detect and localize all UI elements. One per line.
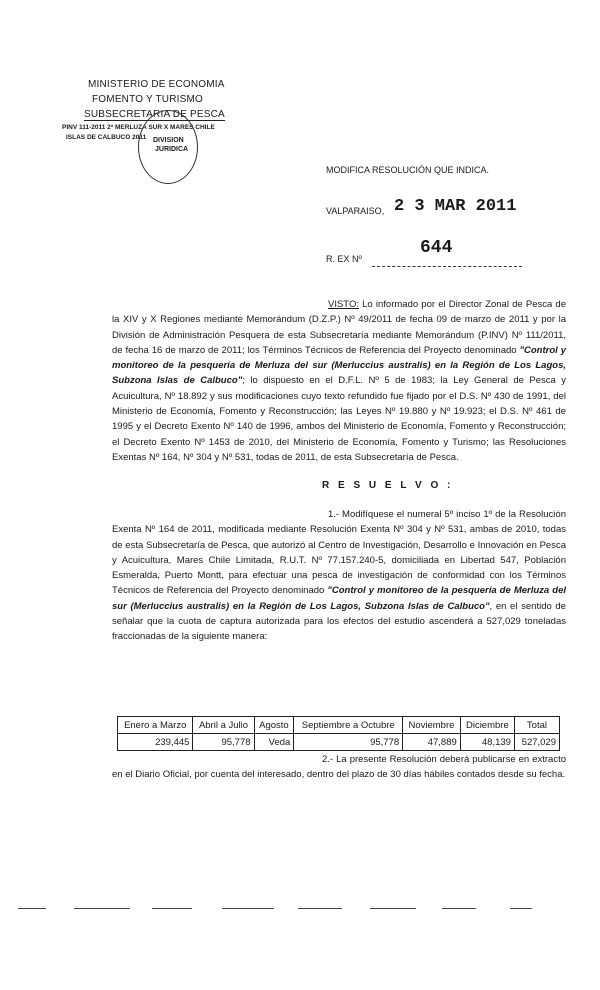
visto-text-2: ; lo dispuesto en el D.F.L. Nº 5 de 1983; la Ley General de Pesca y Acuicultura, Nº 18.892 y sus modificaciones cuyo texto refundido fue fijado por el D.S. Nº 430 de 1991, del Ministerio de Economía, Fomento y Reconstrucción; las Leyes Nº 19.880 y Nº 19.923; el D.S. Nº 461 de 1995 y el Decreto Exento Nº 140 de 1996, ambos del Ministerio de Economía, Fomento y Reconstrucción; el Decreto Exento Nº 1453 de 2010, del Ministerio de Economía, Fomento y Turismo; las Resoluciones Exentas Nº 164, Nº 304 y Nº 531, todas de 2011, de esta Subsecretaría de Pesca. (112, 375, 567, 463)
point-1-text-a: 1.- Modifíquese el numeral 5º inciso 1º de la Resolución Exenta Nº 164 de 2011, modificada mediante Resolución Exenta Nº 304 y Nº 531, ambas de 2010, todas de esta Subsecretaría de Pesca, que autorizó al Centro de Investigación, Desarrollo e Innovación en Pesca y Acuicultura, Mares Chile Limitada, R.U.T. Nº 77.157.240-5, domiciliada en Libertad 547, Población Esmeralda, Puerto Montt, para efectuar una pesca de investigación de conformidad con los Términos Técnicos de Referencia del Proyecto denominado (112, 509, 566, 597)
visto-label: VISTO: (328, 299, 359, 310)
table-value-cell: 239,445 (118, 734, 193, 751)
rex-label: R. EX Nº (326, 254, 362, 264)
subsecretaria-name: SUBSECRETARIA DE PESCA (84, 109, 225, 120)
table-header-cell: Noviembre (403, 717, 461, 734)
stamp-text-division: DIVISION (153, 137, 184, 144)
resuelvo-heading: R E S U E L V O : (322, 480, 454, 491)
table-header-cell: Diciembre (460, 717, 514, 734)
reference-line-2: ISLAS DE CALBUCO 2011 (66, 134, 147, 141)
stamp-text-juridica: JURIDICA (155, 146, 189, 153)
quota-table-header-row (118, 717, 560, 734)
signature-dash (510, 908, 532, 909)
ministry-name: MINISTERIO DE ECONOMIA (88, 79, 225, 90)
table-header-cell: Enero a Marzo (118, 717, 193, 734)
signature-dash (18, 908, 46, 909)
table-value-cell: 48,139 (460, 734, 514, 751)
visto-paragraph (112, 297, 566, 465)
signature-dash (222, 908, 274, 909)
table-header-cell: Abril a Julio (193, 717, 254, 734)
resolution-date-stamp: 2 3 MAR 2011 (394, 197, 517, 216)
place-label: VALPARAISO, (326, 206, 385, 216)
table-header-cell: Agosto (254, 717, 294, 734)
resuelvo-point-2: 2.- La presente Resolución deberá publicarse en extracto en el Diario Oficial, por cuenta del interesado, dentro del plazo de 30 días hábiles contados desde su fecha. (112, 754, 566, 781)
point-1-text-b: , en el sentido de señalar que la cuota de captura autorizada para los efectos del estudio ascenderá a 527,029 toneladas fraccionadas de la siguiente manera: (112, 600, 567, 643)
signature-dash (442, 908, 476, 909)
document-subject: MODIFICA RESOLUCIÓN QUE INDICA. (326, 165, 490, 175)
table-header-cell: Total (514, 717, 559, 734)
signature-dash (152, 908, 192, 909)
visto-text-1: Lo informado por el Director Zonal de Pesca de la XIV y X Regiones mediante Memorándum (D.Z.P.) Nº 49/2011 de fecha 09 de marzo de 2011 y por la División de Administración Pesquera de esta Subsecretaría mediante Memorándum (P.INV) Nº 111/2011, de fecha 16 de marzo de 2011; los Términos Técnicos de Referencia del Proyecto denominado (112, 299, 566, 356)
table-value-cell: Veda (254, 734, 294, 751)
visto-project-name: "Control y monitoreo de la pesquería de Merluza del sur (Merluccius australis) en la Región de Los Lagos, Subzona Islas de Calbuco" (112, 344, 567, 387)
quota-table (117, 716, 560, 751)
reference-line-1: PINV 111-2011 2ª MERLUZA SUR X MARES CHILE (62, 124, 215, 131)
table-value-cell: 527,029 (514, 734, 559, 751)
resuelvo-point-1 (112, 507, 566, 645)
rex-number-underline (372, 266, 522, 267)
table-value-cell: 95,778 (294, 734, 403, 751)
ministry-subtitle: FOMENTO Y TURISMO (92, 94, 204, 105)
point-1-project-name: "Control y monitoreo de la pesquería de Merluza del sur (Merluccius australis) en la Región de Los Lagos, Subzona Islas de Calbuco" (112, 585, 566, 612)
table-header-cell: Septiembre a Octubre (294, 717, 403, 734)
table-value-cell: 47,889 (403, 734, 461, 751)
signature-dash (74, 908, 130, 909)
resolution-number: 644 (420, 238, 453, 258)
table-value-cell: 95,778 (193, 734, 254, 751)
signature-dash (370, 908, 416, 909)
signature-dash (298, 908, 342, 909)
quota-table-values-row (118, 734, 560, 751)
